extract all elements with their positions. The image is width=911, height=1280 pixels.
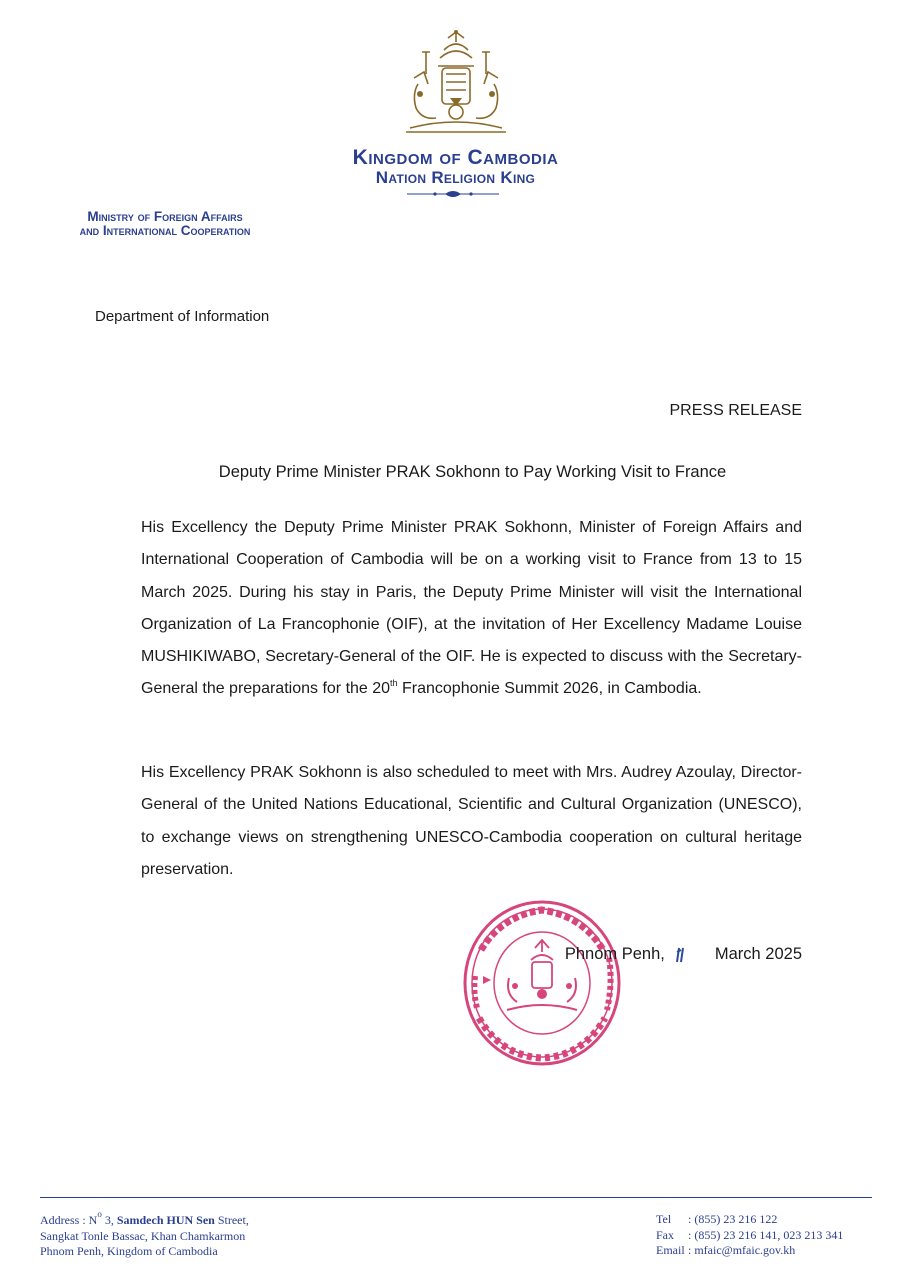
- fax-value: : (855) 23 216 141, 023 213 341: [688, 1227, 844, 1242]
- address-line-3: Phnom Penh, Kingdom of Cambodia: [40, 1244, 218, 1258]
- footer-address: [40, 1209, 249, 1260]
- contact-fax: [656, 1228, 843, 1244]
- contact-tel: [656, 1212, 843, 1228]
- ordinal-suffix: th: [390, 678, 398, 689]
- tel-label: Tel: [656, 1212, 672, 1226]
- body-paragraph-1: [141, 512, 802, 706]
- headline: Deputy Prime Minister PRAK Sokhonn to Pay Working Visit to France: [218, 463, 727, 481]
- address-label: Address : N: [40, 1213, 98, 1227]
- national-motto: Nation Religion King: [375, 168, 536, 187]
- tel-value: : (855) 23 216 122: [688, 1212, 778, 1226]
- address-street: Samdech HUN Sen: [116, 1213, 215, 1227]
- official-seal-icon: [461, 898, 623, 1068]
- document-type: PRESS RELEASE: [669, 402, 802, 419]
- fax-label: Fax: [656, 1227, 674, 1242]
- address-number: 3,: [101, 1213, 117, 1227]
- address-line-2: Sangkat Tonle Bassac, Khan Chamkarmon: [40, 1228, 246, 1243]
- footer-divider: [40, 1197, 872, 1198]
- email-label: Email: [656, 1243, 685, 1257]
- address-street-suffix: Street,: [214, 1213, 249, 1227]
- address-line-1: [40, 1209, 249, 1229]
- ornament-divider-icon: [405, 189, 501, 199]
- body-paragraph-2: His Excellency PRAK Sokhonn is also scheduled to meet with Mrs. Audrey Azoulay, Director-General of the United Nations Educational, Scientific and Cultural Organization (UNESCO), to exchange views on strengthening UNESCO-Cambodia cooperation on cultural heritage preservation.: [141, 764, 802, 878]
- paragraph-1-text-end: Francophonie Summit 2026, in Cambodia.: [397, 680, 702, 698]
- paragraph-1-text: His Excellency the Deputy Prime Minister PRAK Sokhonn, Minister of Foreign Affairs and International Cooperation of Cambodia will be on a working visit to France from 13 to 15 March 2025. During his stay in Paris, the Deputy Prime Minister will visit the International Organization of La Francophonie (OIF), at the invitation of Her Excellency Madame Louise MUSHIKIWABO, Secretary-General of the OIF. He is expected to discuss with the Secretary-General the preparations for the 20: [141, 519, 802, 698]
- handwritten-day-icon: [560, 926, 700, 976]
- country-heading: Kingdom of Cambodia: [352, 146, 559, 169]
- dateline-place: Phnom Penh,: [564, 945, 665, 963]
- footer-contacts: [656, 1212, 843, 1259]
- address-no-sup: o: [97, 1209, 102, 1219]
- dateline-month-year: March 2025: [714, 945, 802, 963]
- ministry-line-2: and International Cooperation: [79, 223, 251, 238]
- ministry-name: [40, 210, 290, 238]
- email-value[interactable]: : mfaic@mfaic.gov.kh: [688, 1243, 796, 1257]
- ministry-line-1: Ministry of Foreign Affairs: [87, 209, 243, 224]
- department-name: Department of Information: [95, 308, 270, 325]
- contact-email: [656, 1243, 843, 1259]
- royal-crest-icon: [396, 28, 516, 136]
